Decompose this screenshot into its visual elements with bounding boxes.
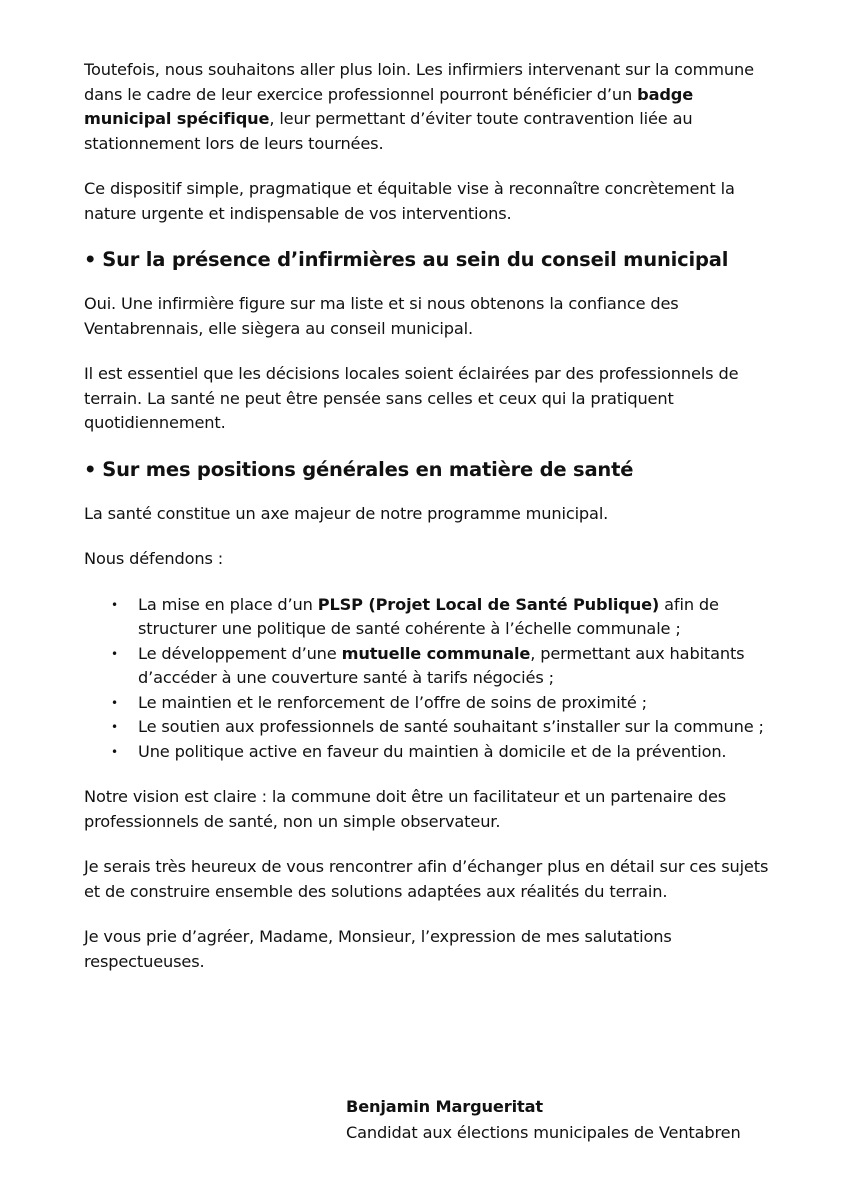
paragraph-infirmiere: Oui. Une infirmière figure sur ma liste et si nous obtenons la confiance des Ventabrennais, elle siègera au conseil municipal. [84,294,679,338]
bullet-icon: • [111,695,118,710]
paragraph-defendons: Nous défendons : [84,549,224,568]
item-text: afin de structurer une politique de santé cohérente à l’échelle communale ; [138,594,719,638]
bold-text: badge municipal spécifique [84,84,694,128]
paragraph-decisions: Il est essentiel que les décisions locales soient éclairées par des professionnels de terrain. La santé ne peut être pensée sans celles et ceux qui la pratiquent quotidiennement. [84,364,739,432]
section-heading-conseil [84,247,774,273]
list-item [84,691,774,716]
letter-body [84,58,774,995]
paragraph-vision: Notre vision est claire : la commune doit être un facilitateur et un partenaire des professionnels de santé, non un simple observateur. [84,787,727,831]
paragraph-text: , leur permettant d’éviter toute contravention liée au stationnement lors de leurs tournées. [84,109,693,153]
bullet-icon: • [84,248,97,271]
paragraph-text: Toutefois, nous souhaitons aller plus loin. Les infirmiers intervenant sur la commune dans le cadre de leur exercice professionnel pourront bénéficier d’un [84,60,754,104]
signatory-name: Benjamin Margueritat [346,1097,543,1116]
signatory-title: Candidat aux élections municipales de Ventabren [346,1123,741,1142]
bold-text: mutuelle communale [341,643,531,663]
item-text: Le maintien et le renforcement de l’offre de soins de proximité ; [138,692,647,712]
signature-block [346,1094,741,1146]
item-text: La mise en place d’un [138,594,318,614]
item-text: , permettant aux habitants d’accéder à une couverture santé à tarifs négociés ; [138,643,745,687]
bold-text: PLSP (Projet Local de Santé Publique) [317,594,660,614]
paragraph-axe-majeur: La santé constitue un axe majeur de notre programme municipal. [84,503,609,523]
item-text: Le soutien aux professionnels de santé souhaitant s’installer sur la commune ; [138,717,764,736]
bullet-icon: • [111,597,118,612]
item-text: Le développement d’une [138,643,342,663]
paragraph-rencontre: Je serais très heureux de vous rencontrer afin d’échanger plus en détail sur ces sujets et de construire ensemble des solutions adaptées aux réalités du terrain. [84,857,769,901]
section-heading-sante [84,457,774,483]
paragraph-dispositif: Ce dispositif simple, pragmatique et équitable vise à reconnaître concrètement la nature urgente et indispensable de vos interventions. [84,179,735,223]
heading-text: Sur la présence d’infirmières au sein du conseil municipal [102,248,729,271]
paragraph-badge [84,58,774,156]
bullet-icon: • [111,646,118,661]
paragraph-salutations: Je vous prie d’agréer, Madame, Monsieur, l’expression de mes salutations respectueuses. [84,927,672,971]
bullet-icon: • [111,744,118,759]
measures-list [84,593,774,765]
list-item [84,642,774,691]
bullet-icon: • [111,720,118,734]
heading-text: Sur mes positions générales en matière de santé [102,457,634,481]
list-item [84,593,774,642]
list-item [84,740,774,765]
list-item [84,715,774,740]
item-text: Une politique active en faveur du maintien à domicile et de la prévention. [138,741,727,761]
bullet-icon: • [84,457,97,481]
